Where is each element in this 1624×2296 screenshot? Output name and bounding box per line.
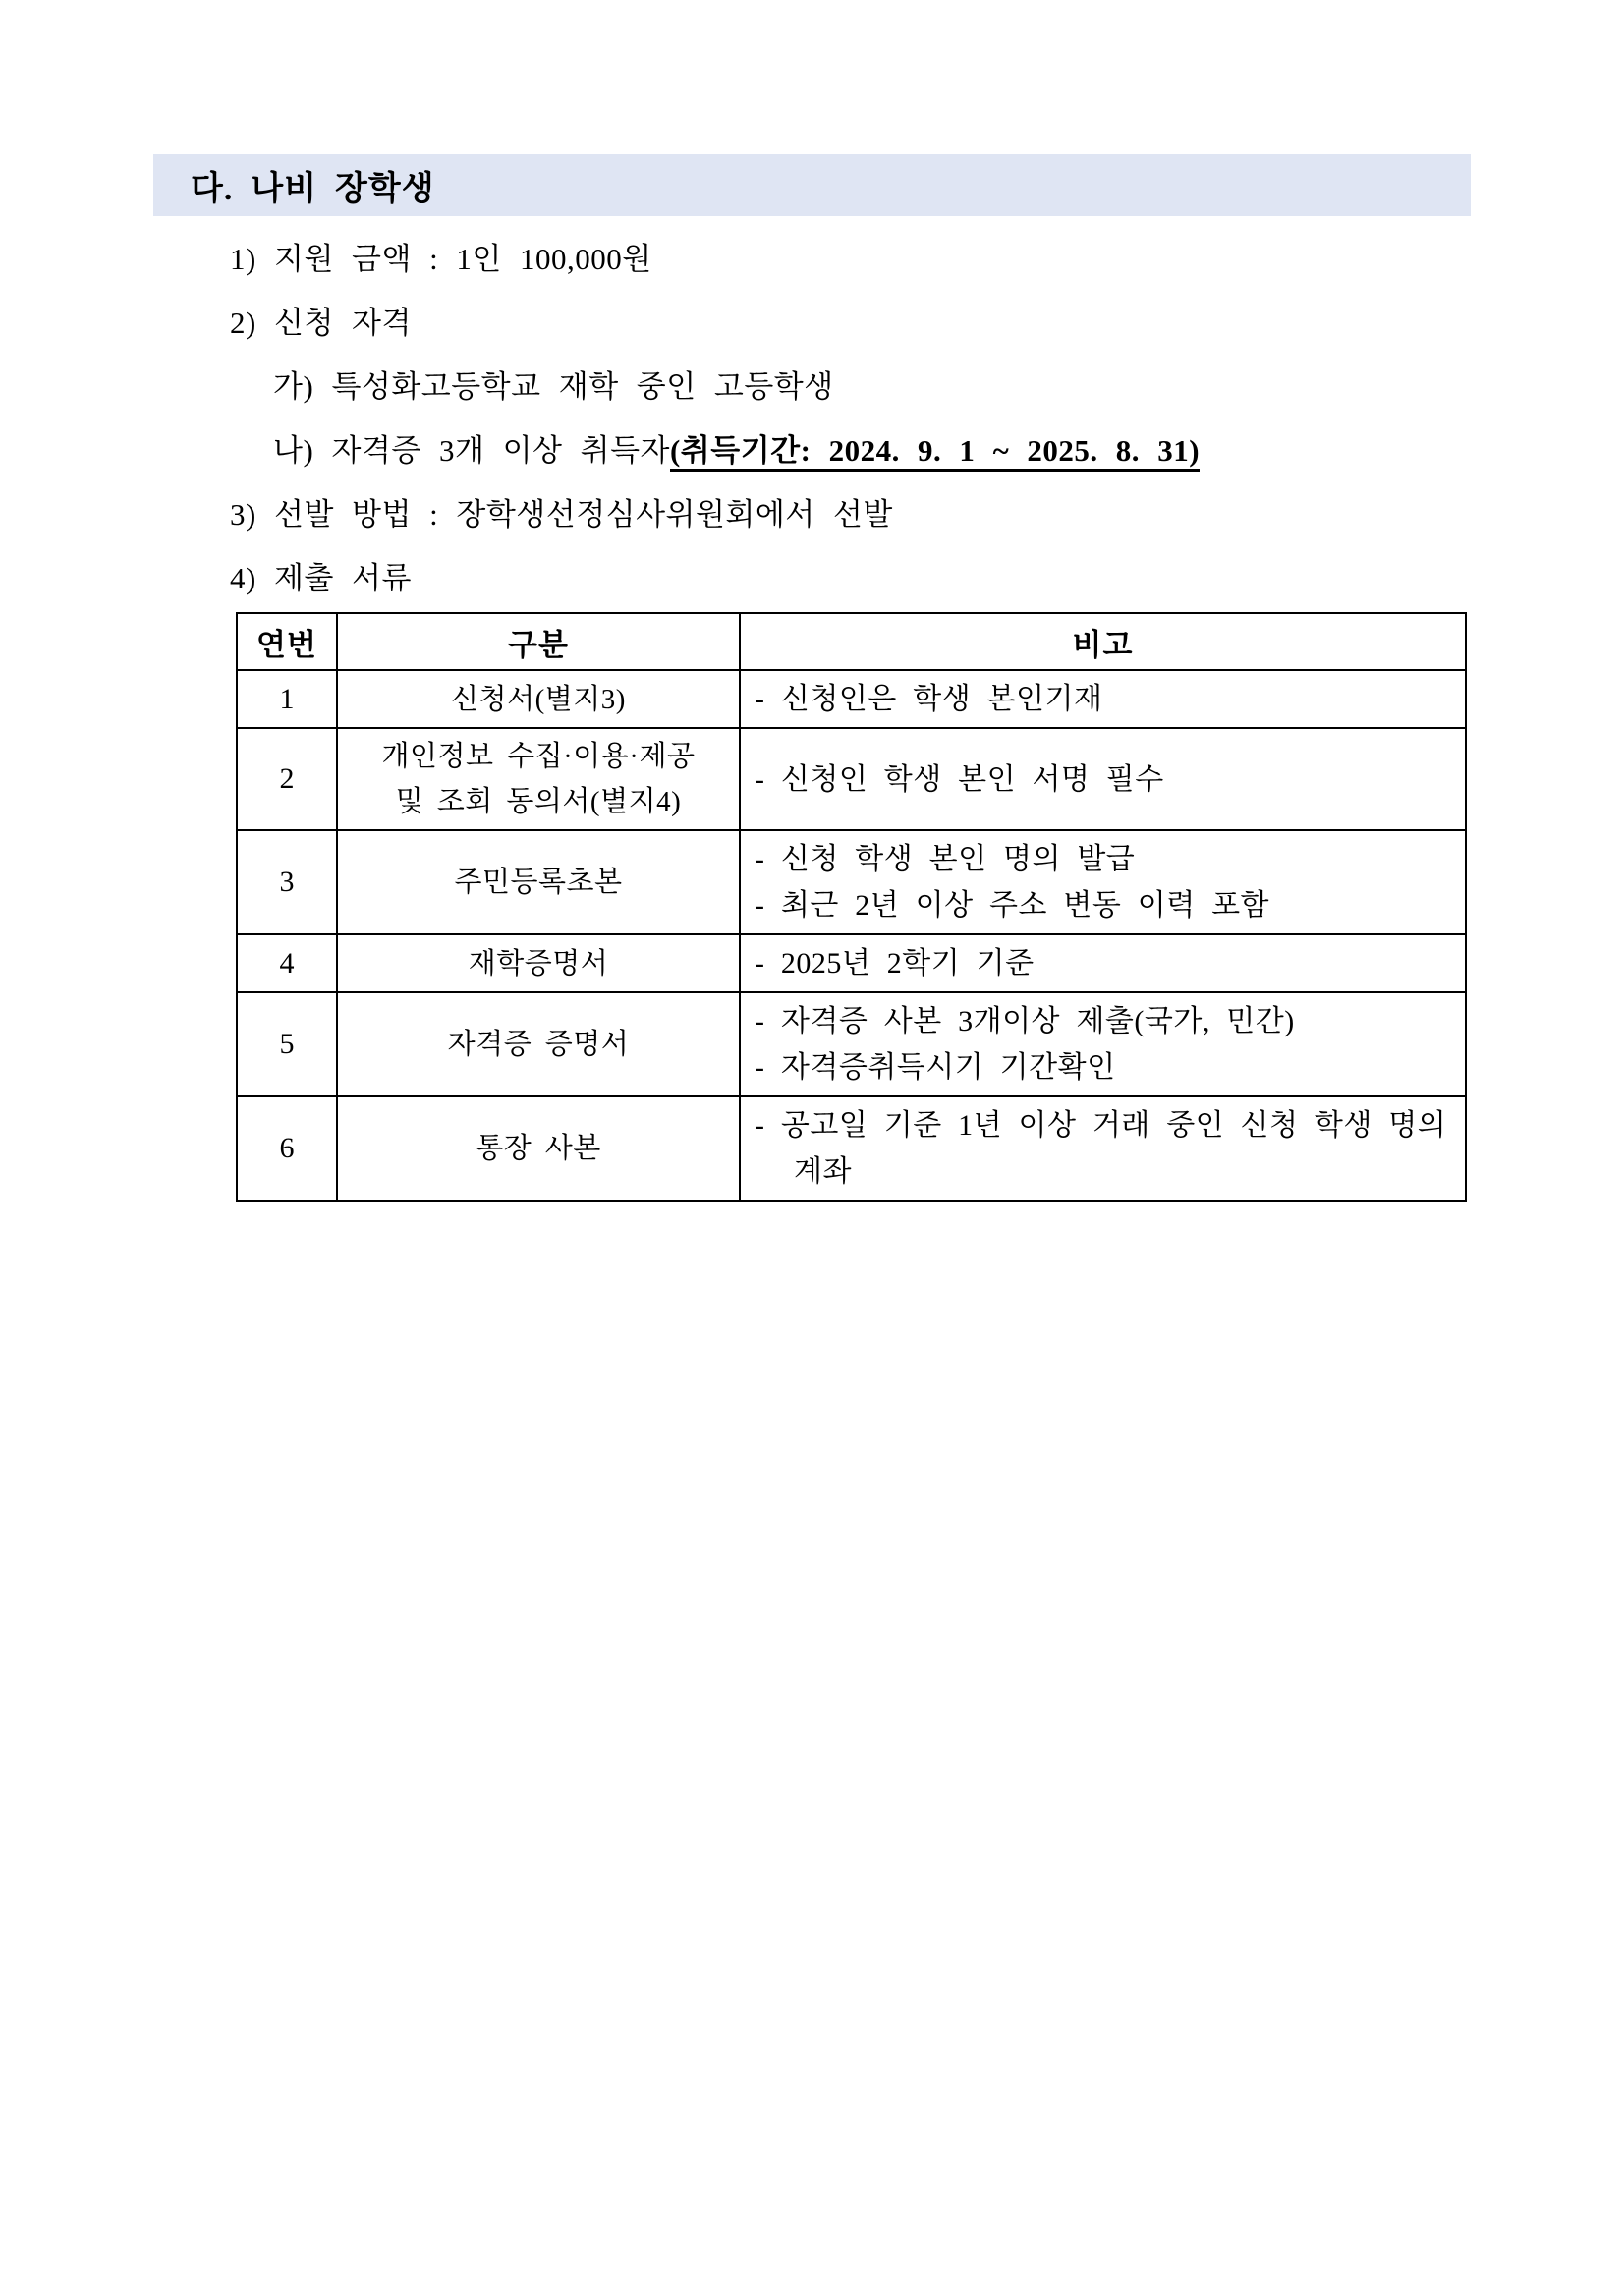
table-row (237, 728, 1466, 830)
remark-line: - 신청인은 학생 본인기재 (755, 683, 1103, 715)
col-header-remarks: 비고 (740, 613, 1466, 670)
remark-line: - 2025년 2학기 기준 (755, 947, 1035, 980)
remark-line: - 자격증취득시기 기간확인 (755, 1051, 1116, 1084)
remarks-cell (740, 670, 1466, 728)
outline-item (0, 546, 1624, 610)
category-line: 주민등록초본 (454, 867, 623, 898)
outline-item-text: 신청 자격 (274, 306, 412, 340)
outline-item-label: 4) (230, 561, 256, 595)
outline-item-label: 2) (230, 306, 256, 340)
category-line: 및 조회 동의서(별지4) (395, 786, 682, 817)
section-header-bar (153, 154, 1471, 216)
outline-list (0, 227, 1624, 610)
outline-item-text: 선발 방법 : 장학생선정심사위원회에서 선발 (274, 497, 893, 532)
remarks-cell (740, 992, 1466, 1096)
table-row (237, 1096, 1466, 1201)
remark-line: - 최근 2년 이상 주소 변동 이력 포함 (755, 889, 1270, 922)
outline-item-label: 가) (273, 369, 314, 404)
remarks-cell (740, 1096, 1466, 1201)
category-cell (337, 670, 740, 728)
remark-line: - 신청 학생 본인 명의 발급 (755, 843, 1136, 875)
table-row (237, 934, 1466, 992)
row-number-cell: 5 (237, 992, 337, 1096)
section-title: 다. 나비 장학생 (191, 171, 435, 207)
documents-table (236, 612, 1467, 1202)
row-number-cell: 1 (237, 670, 337, 728)
category-line: 자격증 증명서 (447, 1029, 630, 1060)
remarks-cell (740, 934, 1466, 992)
remark-line: - 신청인 학생 본인 서명 필수 (755, 762, 1164, 796)
outline-item-text: 특성화고등학교 재학 중인 고등학생 (331, 369, 834, 404)
outline-item-text: 자격증 3개 이상 취득자 (331, 433, 670, 468)
outline-item-text: 지원 금액 : 1인 100,000원 (274, 242, 652, 276)
outline-item-emphasis: (취득기간: 2024. 9. 1 ~ 2025. 8. 31) (670, 433, 1200, 472)
category-line: 통장 사본 (476, 1133, 601, 1164)
outline-item-text: 제출 서류 (274, 561, 412, 595)
category-line: 재학증명서 (468, 947, 609, 980)
category-line: 신청서(별지3) (451, 683, 626, 715)
table-row (237, 670, 1466, 728)
remarks-cell (740, 728, 1466, 830)
row-number-cell: 4 (237, 934, 337, 992)
table-row (237, 992, 1466, 1096)
category-line: 개인정보 수집·이용·제공 (381, 741, 696, 772)
remark-line: - 자격증 사본 3개이상 제출(국가, 민간) (755, 1005, 1295, 1037)
row-number-cell: 3 (237, 830, 337, 934)
category-cell (337, 1096, 740, 1201)
category-cell (337, 728, 740, 830)
outline-item (0, 355, 1624, 419)
outline-item (0, 419, 1624, 482)
outline-item (0, 291, 1624, 355)
outline-item-label: 1) (230, 242, 256, 276)
category-cell (337, 992, 740, 1096)
remark-line: - 공고일 기준 1년 이상 거래 중인 신청 학생 명의 계좌 (755, 1109, 1447, 1188)
table-row (237, 830, 1466, 934)
outline-item-label: 나) (273, 433, 314, 468)
col-header-category: 구분 (337, 613, 740, 670)
row-number-cell: 6 (237, 1096, 337, 1201)
row-number-cell: 2 (237, 728, 337, 830)
category-cell (337, 830, 740, 934)
table-header-row (237, 613, 1466, 670)
outline-item-label: 3) (230, 497, 256, 532)
outline-item (0, 482, 1624, 546)
remarks-cell (740, 830, 1466, 934)
outline-item (0, 227, 1624, 291)
col-header-no: 연번 (237, 613, 337, 670)
category-cell (337, 934, 740, 992)
